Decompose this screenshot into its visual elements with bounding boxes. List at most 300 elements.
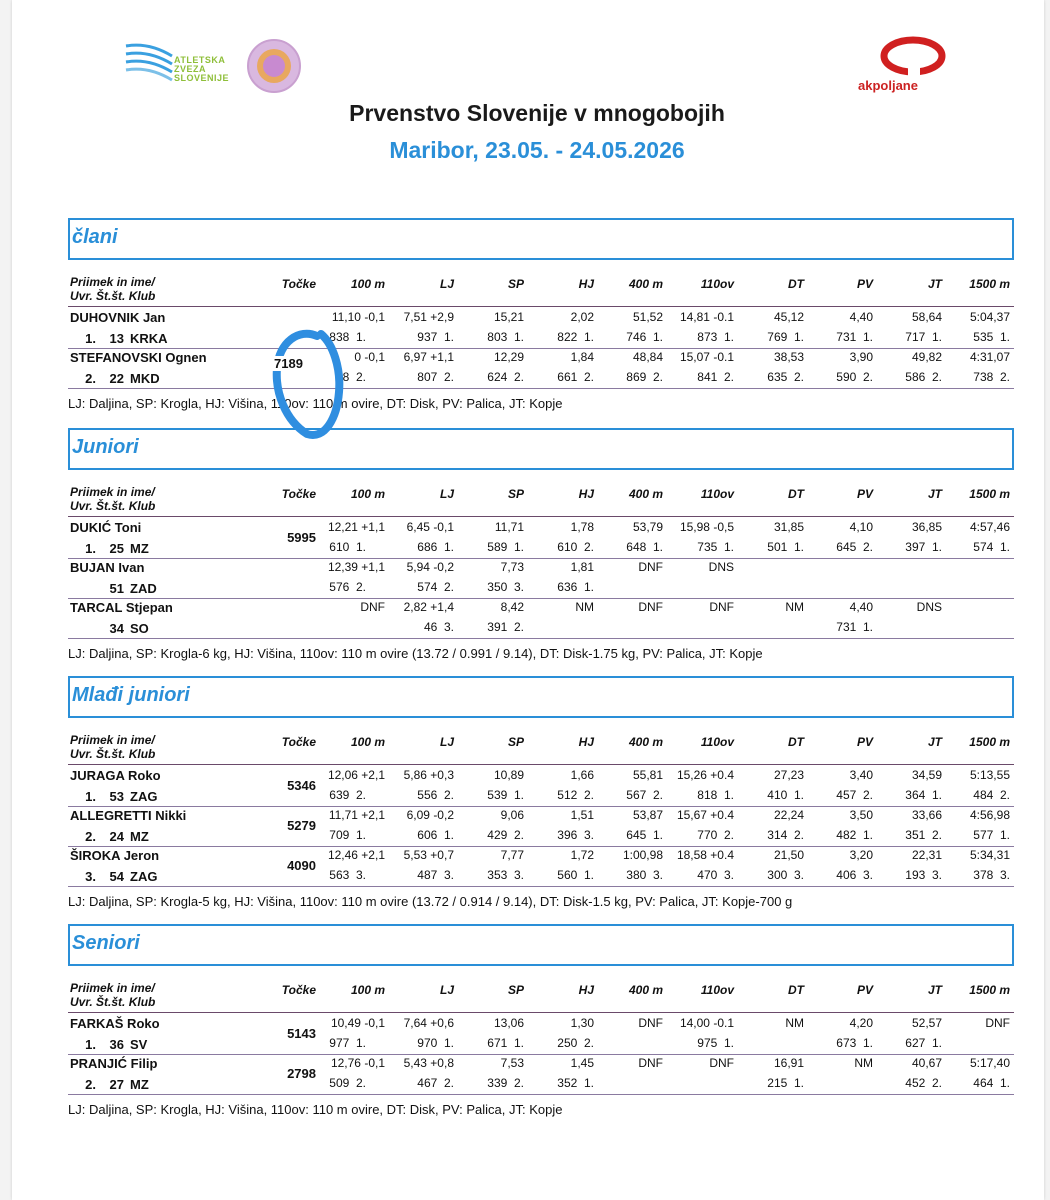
event-score: 977 1. [329,1036,366,1050]
event-score: 539 1. [487,788,524,802]
event-score: 624 2. [487,370,524,384]
seal-icon [246,38,302,94]
event-score: 457 2. [836,788,873,802]
event-result: 34,59 [911,768,942,782]
event-result: 1,30 [570,1016,594,1030]
event-score: 635 2. [767,370,804,384]
athlete-name: BUJAN Ivan [70,560,145,575]
column-header-event: 110ov [700,735,734,749]
event-result: 33,66 [911,808,942,822]
event-result: 4,20 [849,1016,873,1030]
event-result: 4:31,07 [969,350,1010,364]
event-result: 4:56,98 [969,808,1010,822]
event-score: 378 3. [973,868,1010,882]
section-title: Seniori [72,932,140,954]
athlete-rank: 2. [85,371,96,386]
column-header-points: Točke [281,277,316,291]
event-legend: LJ: Daljina, SP: Krogla-6 kg, HJ: Višina, 110ov: 110 m ovire (13.72 / 0.991 / 9.14), DT: Disk-1.75 kg, PV: Palica, JT: Kopje [68,646,763,661]
athlete-points: 5995 [287,530,316,545]
athlete-club: MKD [130,371,160,386]
athlete-club: ZAG [130,869,158,884]
event-result: 14,81 -0.1 [679,310,734,324]
event-score: 250 2. [557,1036,594,1050]
event-result: 45,12 [773,310,804,324]
athlete-rank: 2. [85,829,96,844]
event-score: 314 2. [767,828,804,842]
event-score: 560 1. [557,868,594,882]
event-score: 339 2. [487,1076,524,1090]
column-header-row [68,980,1014,1013]
athlete-row [68,558,1014,599]
event-result: 5:17,40 [969,1056,1010,1070]
athlete-bib: 34 [109,621,124,636]
section-1 [68,428,1014,661]
event-score: 610 1. [329,540,366,554]
event-result: NM [575,600,594,614]
event-result: 7,64 +0,6 [403,1016,454,1030]
event-result: 12,06 +2,1 [327,768,385,782]
event-score: 452 2. [905,1076,942,1090]
column-header-event: HJ [578,487,594,501]
column-header-event: 110ov [700,487,734,501]
event-result: 27,23 [773,768,804,782]
sponsor-logo [850,36,970,96]
event-score: 970 1. [417,1036,454,1050]
event-result: 10,49 -0,1 [330,1016,385,1030]
event-score: 38 2. [335,370,366,384]
athlete-bib: 27 [109,1077,124,1092]
column-header-name: Priimek in ime/ [70,485,155,499]
column-header-event: 400 m [628,277,663,291]
column-header-points: Točke [281,735,316,749]
event-result: 1,66 [570,768,594,782]
event-result: DNF [638,600,663,614]
column-header-event: LJ [439,487,454,501]
event-score: 807 2. [417,370,454,384]
athlete-bib: 36 [109,1037,124,1052]
column-header-event: 100 m [350,735,385,749]
event-result: 6,45 -0,1 [406,520,454,534]
event-result: 5:04,37 [969,310,1010,324]
event-score: 606 1. [417,828,454,842]
event-result: 13,06 [493,1016,524,1030]
page-title: Prvenstvo Slovenije v mnogobojih [349,100,725,126]
athlete-club: MZ [130,829,149,844]
event-score: 350 3. [487,580,524,594]
event-result: 8,42 [500,600,524,614]
athlete-rank: 3. [85,869,96,884]
event-result: 7,77 [500,848,524,862]
event-score: 586 2. [905,370,942,384]
athlete-club: MZ [130,1077,149,1092]
event-score: 610 2. [557,540,594,554]
column-header-event: JT [927,735,942,749]
athlete-bib: 54 [109,869,124,884]
section-title: Juniori [72,436,139,458]
event-score: 352 1. [557,1076,594,1090]
athlete-points: 5279 [287,818,316,833]
athlete-points: 2798 [287,1066,316,1081]
event-score: 397 1. [905,540,942,554]
athlete-row [68,598,1014,639]
event-score: 717 1. [905,330,942,344]
event-result: 22,24 [773,808,804,822]
event-score: 645 2. [836,540,873,554]
column-header-event: 1500 m [969,277,1010,291]
event-result: 4,40 [849,310,873,324]
event-result: 15,67 +0.4 [676,808,734,822]
athlete-name: STEFANOVSKI Ognen [70,350,207,365]
column-header-event: 400 m [628,735,663,749]
event-legend: LJ: Daljina, SP: Krogla, HJ: Višina, 110ov: 110 m ovire, DT: Disk, PV: Palica, JT: Kopje [68,396,563,411]
event-result: 4:57,46 [969,520,1010,534]
event-score: 648 1. [626,540,663,554]
event-result: 48,84 [632,350,663,364]
athlete-name: PRANJIĆ Filip [70,1056,158,1071]
event-result: 53,87 [632,808,663,822]
federation-logo-text: ATLETSKA ZVEZA SLOVENIJE [174,55,230,83]
event-result: 1,81 [570,560,594,574]
sponsor-logo-text: akpoljane [858,78,918,93]
event-result: 1:00,98 [622,848,663,862]
athlete-row [68,1054,1014,1095]
event-score: 563 3. [329,868,366,882]
event-score: 822 1. [557,330,594,344]
event-score: 686 1. [417,540,454,554]
event-score: 709 1. [329,828,366,842]
event-score: 590 2. [836,370,873,384]
column-header-event: JT [927,487,942,501]
event-legend: LJ: Daljina, SP: Krogla, HJ: Višina, 110ov: 110 m ovire, DT: Disk, PV: Palica, JT: Kopje [68,1102,563,1117]
column-header-rank-bib-club: Uvr. Št.št. Klub [70,499,156,513]
event-result: 1,51 [570,808,594,822]
section-title: člani [72,226,118,248]
athlete-club: ZAG [130,789,158,804]
event-result: DNF [360,600,385,614]
event-result: 36,85 [911,520,942,534]
event-result: 40,67 [911,1056,942,1070]
column-header-event: LJ [439,983,454,997]
event-result: 1,72 [570,848,594,862]
athlete-bib: 13 [109,331,124,346]
event-score: 46 3. [423,620,454,634]
event-score: 770 2. [697,828,734,842]
event-result: 21,50 [773,848,804,862]
column-header-event: 1500 m [969,735,1010,749]
event-score: 482 1. [836,828,873,842]
event-result: 1,78 [570,520,594,534]
section-3 [68,924,1014,1124]
event-result: 0 -0,1 [354,350,385,364]
column-header-event: 110ov [700,983,734,997]
event-score: 484 2. [973,788,1010,802]
results-sheet [12,0,1044,1200]
athlete-name: ŠIROKA Jeron [70,848,160,863]
event-score: 975 1. [697,1036,734,1050]
column-header-event: DT [788,277,804,291]
event-result: 5,94 -0,2 [406,560,454,574]
event-result: 14,00 -0.1 [679,1016,734,1030]
event-score: 746 1. [626,330,663,344]
event-result: DNF [709,600,734,614]
event-score: 380 3. [626,868,663,882]
athlete-row [68,806,1014,847]
event-score: 869 2. [626,370,663,384]
athlete-rank: 2. [85,1077,96,1092]
event-score: 645 1. [626,828,663,842]
event-result: 7,53 [500,1056,524,1070]
section-0 [68,218,1014,418]
federation-logo [124,38,304,94]
event-result: 7,73 [500,560,524,574]
event-result: 1,45 [570,1056,594,1070]
column-header-event: 100 m [350,983,385,997]
athlete-row [68,846,1014,887]
athlete-name: ALLEGRETTI Nikki [70,808,187,823]
sponsor-ring-icon [878,36,948,80]
event-score: 671 1. [487,1036,524,1050]
section-title: Mlađi juniori [72,684,190,706]
event-score: 410 1. [767,788,804,802]
athlete-points: 4090 [287,858,316,873]
event-result: 22,31 [911,848,942,862]
event-score: 574 2. [417,580,454,594]
athlete-club: MZ [130,541,149,556]
column-header-points: Točke [281,983,316,997]
event-result: 51,52 [632,310,663,324]
column-header-event: SP [507,487,524,501]
event-score: 818 1. [697,788,734,802]
athlete-club: SV [130,1037,148,1052]
event-result: 52,57 [911,1016,942,1030]
event-result: 5,53 +0,7 [403,848,454,862]
event-score: 556 2. [417,788,454,802]
athlete-name: DUHOVNIK Jan [70,310,166,325]
section-header [68,428,1014,470]
event-result: 3,20 [849,848,873,862]
event-result: 53,79 [632,520,663,534]
event-score: 577 1. [973,828,1010,842]
event-result: 12,39 +1,1 [327,560,385,574]
athlete-rank: 1. [85,331,96,346]
event-result: NM [854,1056,873,1070]
column-header-name: Priimek in ime/ [70,733,155,747]
event-score: 735 1. [697,540,734,554]
event-score: 509 2. [329,1076,366,1090]
athlete-name: FARKAŠ Roko [70,1016,160,1031]
event-score: 731 1. [836,620,873,634]
column-header-event: SP [507,983,524,997]
event-score: 567 2. [626,788,663,802]
event-result: 5:34,31 [969,848,1010,862]
column-header-event: 400 m [628,487,663,501]
event-result: DNF [709,1056,734,1070]
event-result: 6,97 +1,1 [403,350,454,364]
event-legend: LJ: Daljina, SP: Krogla-5 kg, HJ: Višina, 110ov: 110 m ovire (13.72 / 0.914 / 9.14), DT: Disk-1.5 kg, PV: Palica, JT: Kopje-700 g [68,894,793,909]
event-result: 3,40 [849,768,873,782]
column-header-event: PV [856,735,873,749]
event-result: 5,86 +0,3 [403,768,454,782]
event-result: 4,10 [849,520,873,534]
event-result: 12,29 [493,350,524,364]
event-result: 31,85 [773,520,804,534]
event-result: 5:13,55 [969,768,1010,782]
event-score: 535 1. [973,330,1010,344]
event-result: 15,21 [493,310,524,324]
athlete-row [68,766,1014,807]
event-result: 58,64 [911,310,942,324]
athlete-bib: 24 [109,829,124,844]
column-header-rank-bib-club: Uvr. Št.št. Klub [70,289,156,303]
event-score: 351 2. [905,828,942,842]
athlete-bib: 51 [109,581,124,596]
column-header-event: 100 m [350,277,385,291]
column-header-event: 1500 m [969,487,1010,501]
athlete-rank: 1. [85,541,96,556]
event-score: 636 1. [557,580,594,594]
event-result: 15,07 -0.1 [679,350,734,364]
event-result: 2,02 [570,310,594,324]
athlete-row [68,308,1014,349]
athlete-row [68,348,1014,389]
athlete-club: SO [130,621,149,636]
column-header-name: Priimek in ime/ [70,275,155,289]
event-score: 391 2. [487,620,524,634]
event-score: 673 1. [836,1036,873,1050]
handwritten-circle-annotation [259,322,349,442]
event-score: 639 2. [329,788,366,802]
athlete-row [68,1014,1014,1055]
event-result: 5,43 +0,8 [403,1056,454,1070]
event-score: 300 3. [767,868,804,882]
athlete-bib: 53 [109,789,124,804]
handwritten-points-7189: 7189 [274,356,303,371]
event-score: 661 2. [557,370,594,384]
event-score: 501 1. [767,540,804,554]
event-result: 2,82 +1,4 [403,600,454,614]
event-result: NM [785,1016,804,1030]
column-header-event: HJ [578,983,594,997]
event-score: 873 1. [697,330,734,344]
event-result: DNF [638,1056,663,1070]
event-result: 3,50 [849,808,873,822]
event-result: 12,21 +1,1 [327,520,385,534]
page-subtitle: Maribor, 23.05. - 24.05.2026 [389,137,685,163]
event-result: 3,90 [849,350,873,364]
event-result: 4,40 [849,600,873,614]
athlete-points: 5346 [287,778,316,793]
column-header-event: 1500 m [969,983,1010,997]
event-result: 11,71 [494,520,524,534]
event-result: 55,81 [632,768,663,782]
column-header-name: Priimek in ime/ [70,981,155,995]
event-score: 467 2. [417,1076,454,1090]
column-header-event: DT [788,735,804,749]
column-header-row [68,274,1014,307]
column-header-event: JT [927,277,942,291]
event-score: 731 1. [836,330,873,344]
athlete-name: DUKIĆ Toni [70,520,142,535]
column-header-event: HJ [578,735,594,749]
event-score: 215 1. [767,1076,804,1090]
column-header-event: DT [788,487,804,501]
event-result: 38,53 [773,350,804,364]
column-header-event: DT [788,983,804,997]
column-header-event: SP [507,735,524,749]
athlete-club: KRKA [130,331,168,346]
athlete-rank: 1. [85,1037,96,1052]
column-header-event: HJ [578,277,594,291]
column-header-row [68,732,1014,765]
event-score: 487 3. [417,868,454,882]
event-result: 11,10 -0,1 [331,310,385,324]
column-header-event: 400 m [628,983,663,997]
event-score: 769 1. [767,330,804,344]
event-score: 838 1. [329,330,366,344]
event-score: 574 1. [973,540,1010,554]
event-score: 464 1. [973,1076,1010,1090]
column-header-event: PV [856,983,873,997]
event-score: 627 1. [905,1036,942,1050]
event-score: 512 2. [557,788,594,802]
event-result: DNS [708,560,734,574]
event-result: 1,84 [570,350,594,364]
event-result: 7,51 +2,9 [403,310,454,324]
event-score: 193 3. [905,868,942,882]
athlete-rank: 1. [85,789,96,804]
event-score: 470 3. [697,868,734,882]
column-header-points: Točke [281,487,316,501]
event-score: 396 3. [557,828,594,842]
event-result: NM [785,600,804,614]
event-result: 12,76 -0,1 [330,1056,385,1070]
athlete-row [68,518,1014,559]
event-score: 364 1. [905,788,942,802]
athlete-bib: 25 [109,541,124,556]
event-result: DNF [985,1016,1010,1030]
column-header-event: SP [507,277,524,291]
column-header-rank-bib-club: Uvr. Št.št. Klub [70,747,156,761]
column-header-event: 100 m [350,487,385,501]
athlete-name: TARCAL Stjepan [70,600,173,615]
event-result: 6,09 -0,2 [406,808,454,822]
event-score: 353 3. [487,868,524,882]
athlete-bib: 22 [109,371,124,386]
section-header [68,924,1014,966]
event-result: 11,71 +2,1 [328,808,385,822]
event-score: 841 2. [697,370,734,384]
event-score: 803 1. [487,330,524,344]
event-result: 15,98 -0,5 [679,520,734,534]
column-header-event: LJ [439,735,454,749]
federation-swoosh-icon [124,40,174,88]
event-score: 937 1. [417,330,454,344]
event-score: 576 2. [329,580,366,594]
event-result: 9,06 [500,808,524,822]
event-result: 10,89 [493,768,524,782]
event-score: 738 2. [973,370,1010,384]
event-result: DNF [638,1016,663,1030]
event-result: DNS [916,600,942,614]
event-score: 406 3. [836,868,873,882]
event-result: 49,82 [911,350,942,364]
event-result: 18,58 +0.4 [676,848,734,862]
column-header-event: JT [927,983,942,997]
column-header-event: 110ov [700,277,734,291]
column-header-event: PV [856,487,873,501]
athlete-club: ZAD [130,581,157,596]
section-2 [68,676,1014,909]
